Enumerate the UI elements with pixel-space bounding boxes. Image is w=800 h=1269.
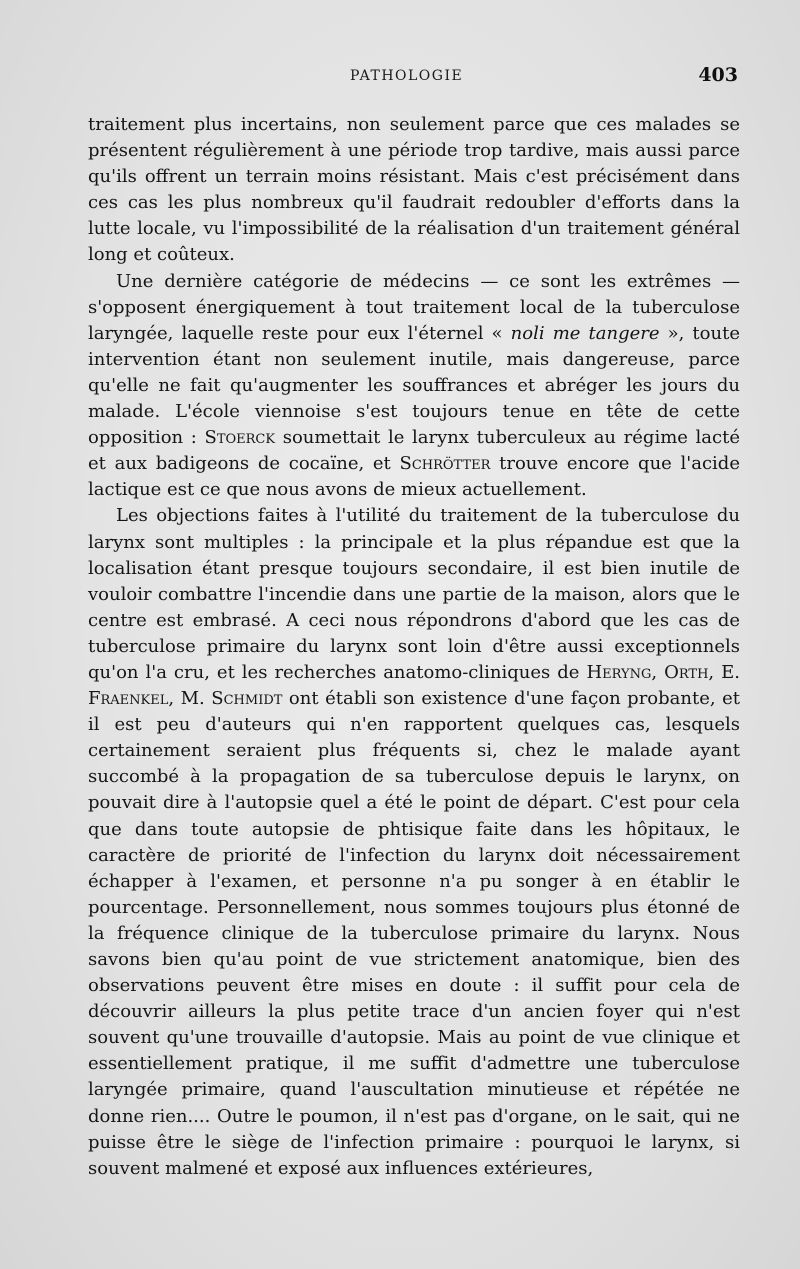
page-header <box>88 64 738 90</box>
author-name: Orth <box>664 661 709 683</box>
paragraph <box>88 503 740 1181</box>
text-run: Une dernière catégorie de médecins — ce sont les extrêmes — s'opposent énergiquement à tout traitement local de la tuberculose laryngée, laquelle reste pour eux l'éternel « <box>88 270 740 344</box>
text-run: soumettait le larynx tuberculeux au régime lacté et aux badigeons de cocaïne, et <box>88 427 741 475</box>
body-text <box>88 112 740 1182</box>
text-run: ont établi son existence d'une façon probante, et il est peu d'auteurs qui n'en rapportent quelques cas, lesquels certainement seraient plus fréquents si, chez le malade ayant succombé à la propagation de sa tuberculose depuis le larynx, on pouvait dire à l'autopsie quel a été le point de départ. C'est pour cela que dans toute autopsie de phtisique faite dans les hôpitaux, le caractère de priorité de l'infection du larynx doit nécessairement échapper à l'examen, et personne n'a pu songer à en établir le pourcentage. Personnellement, nous sommes toujours plus étonné de la fréquence clinique de la tuberculose primaire du larynx. Nous savons bien qu'au point de vue strictement anatomique, bien des observations peuvent être mises en doute : il suffit pour cela de découvrir ailleurs la plus petite trace d'un ancien foyer qui n'est souvent qu'une trouvaille d'autopsie. Mais au point de vue clinique et essentiellement pratique, il me suffit d'admettre une tuberculose laryngée primaire, quand l'auscultation minutieuse et répétée ne donne rien.... Outre le poumon, il n'est pas d'organe, on le sait, qui ne puisse être le siège de l'infection primaire : pourquoi le larynx, si souvent malmené et exposé aux influences extérieures, <box>88 688 740 1179</box>
text-run: , M. <box>168 688 212 710</box>
text-run: trouve encore que l'acide lactique est ce que nous avons de mieux actuellement. <box>88 453 740 501</box>
text-run: », toute intervention étant non seulement inutile, mais dangereuse, parce qu'elle ne fait qu'augmenter les souffrances et abréger les jours du malade. L'école viennoise s'est toujours tenue en tête de cette opposition : <box>88 322 740 449</box>
page-number: 403 <box>698 64 738 86</box>
running-title: PATHOLOGIE <box>350 68 464 84</box>
author-name: Schrötter <box>399 453 491 475</box>
author-name: Heryng <box>586 661 652 683</box>
author-name: Fraenkel <box>88 688 169 710</box>
text-run: , <box>651 661 665 683</box>
paragraph: traitement plus incertains, non seulement parce que ces malades se présentent régulièrement à une période trop tardive, mais aussi parce qu'ils offrent un terrain moins résistant. Mais c'est précisément dans ces cas les plus nombreux qu'il faudrait redoubler d'efforts dans la lutte locale, vu l'impossibilité de la réalisation d'un traitement général long et coûteux. <box>88 114 740 266</box>
author-name: Schmidt <box>211 688 283 710</box>
text-run: Les objections faites à l'utilité du traitement de la tuberculose du larynx sont multiples : la principale et la plus répandue est que la localisation étant presque toujours secondaire, il est bien inutile de vouloir combattre l'incendie dans une partie de la maison, alors que le centre est embrasé. A ceci nous répondrons d'abord que les cas de tuberculose primaire du larynx sont loin d'être aussi exceptionnels qu'on l'a cru, et les recherches anatomo-cliniques de <box>88 505 740 683</box>
author-name: Stoerck <box>204 427 276 449</box>
latin-quote: noli me tangere <box>510 322 660 344</box>
text-run: , E. <box>708 661 740 683</box>
paragraph <box>88 269 740 504</box>
